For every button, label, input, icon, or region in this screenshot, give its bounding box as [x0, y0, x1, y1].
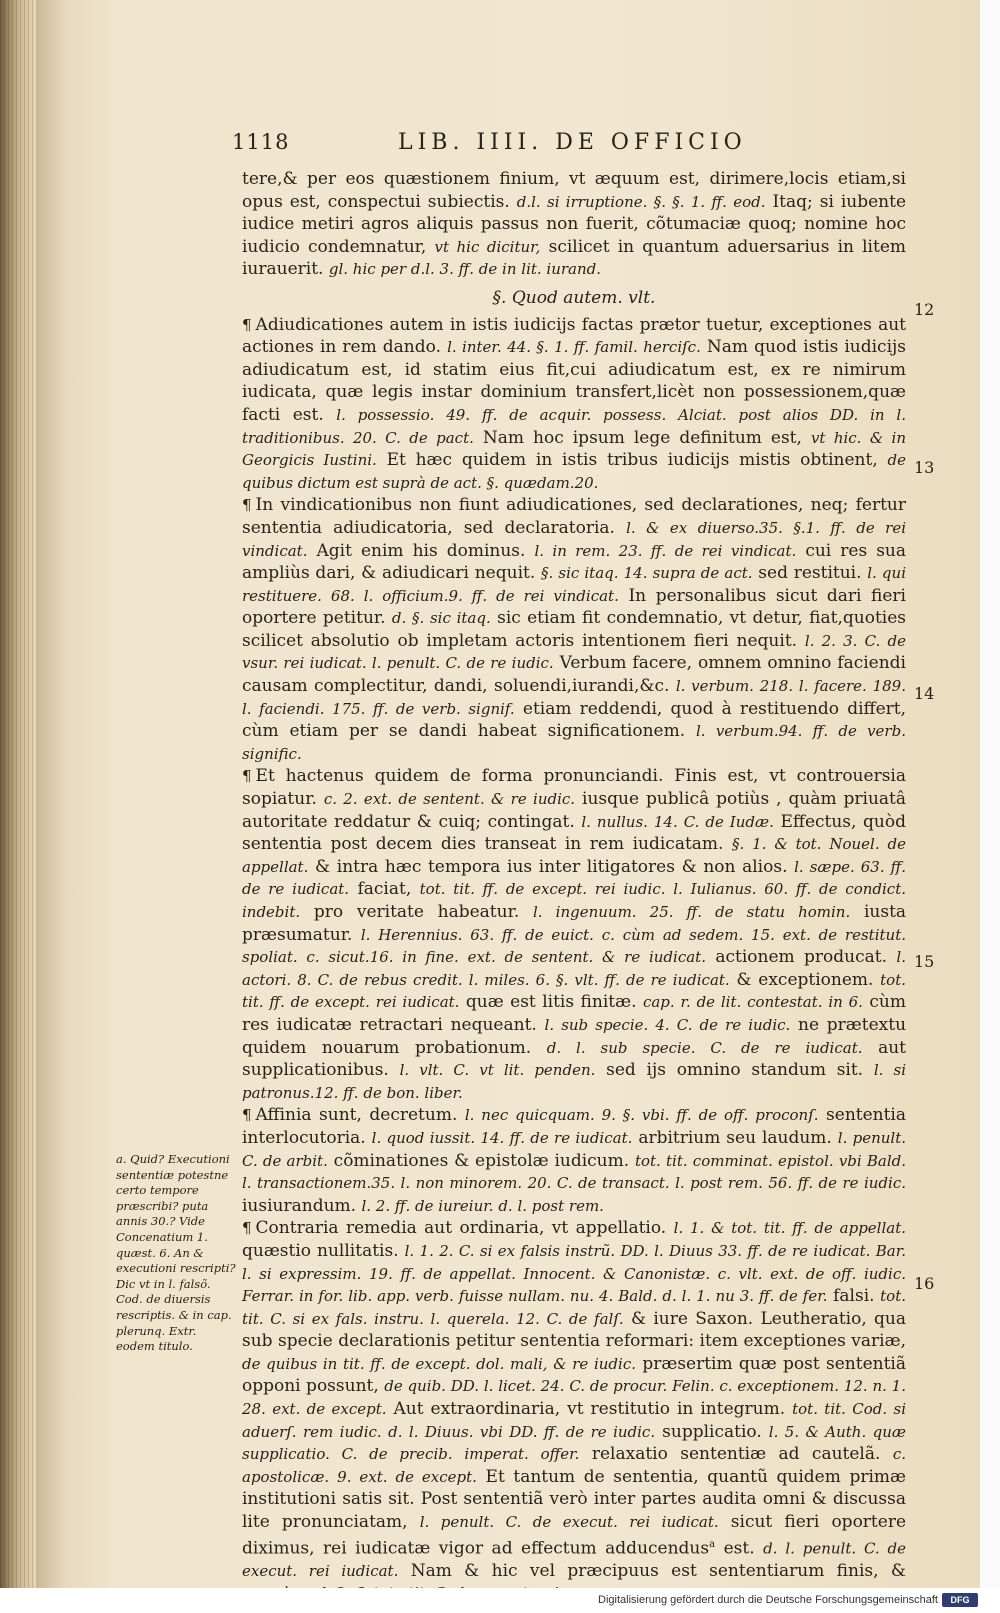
margin-number: 16 — [914, 1274, 935, 1293]
page-number: 1118 — [232, 130, 290, 154]
paragraph: ¶ Adiudicationes autem in istis iudicijs factas prætor tuetur, exceptiones aut actiones in rem dando. l. inter. 44. §. 1. ff. famil. herciſc. Nam quod istis iudicijs adiudicatum est, id statim eius fit,cui adiudicatum est, ex re nimirum iudicata, quæ legis instar dominium transfert,licèt non possessionem,quæ facti est. l. possessio. 49. ff. de acquir. possess. Alciat. post alios DD. in l. traditionibus. 20. C. de pact. Nam hoc ipsum lege definitum est, vt hic. & in Georgicis Iustini. Et hæc quidem in istis tribus iudicijs mistis obtinent, de quibus dictum est suprà de act. §. quædam.20. — [242, 314, 907, 492]
pilcrow-icon: ¶ — [242, 1106, 252, 1125]
pilcrow-icon: ¶ — [242, 767, 252, 786]
page-right-margin — [980, 0, 1000, 1588]
paragraph: ¶ In vindicationibus non fiunt adiudicationes, sed declarationes, neq; fertur sententia adiudicatoria, sed declaratoria. l. & ex diuerso.35. §.1. ff. de rei vindicat. Agit enim his dominus. l. in rem. 23. ff. de rei vindicat. cui res sua ampliùs dari, & adiudicari nequit. §. sic itaq. 14. supra de act. sed restitui. l. qui restituere. 68. l. officium.9. ff. de rei vindicat. In personalibus sicut dari fieri oportere petitur. d. §. sic itaq. sic etiam fit condemnatio, vt detur, fiat,quoties scilicet absolutio ob impletam actoris intentionem fieri nequit. l. 2. 3. C. de vsur. rei iudicat. l. penult. C. de re iudic. Verbum facere, omnem omnino faciendi causam complectitur, dandi, soluendi,iurandi,&c. l. verbum. 218. l. facere. 189. l. faciendi. 175. ff. de verb. signif. etiam reddendi, quod à restituendo differt, cùm etiam per se dandi habeat significationem. l. verbum.94. ff. de verb. signific. — [242, 495, 907, 763]
paragraph: ¶ Et hactenus quidem de forma pronunciandi. Finis est, vt controuersia sopiatur. c. 2. ext. de sentent. & re iudic. iusque publicâ potiùs , quàm priuatâ autoritate reddatur & cuiq; contingat. l. nullus. 14. C. de Iudæ. Effectus, quòd sententia post decem dies transeat in rem iudicatam. §. 1. & tot. Nouel. de appellat. & intra hæc tempora ius inter litigatores & non alios. l. sæpe. 63. ff. de re iudicat. faciat, tot. tit. ff. de except. rei iudic. l. Iulianus. 60. ff. de condict. indebit. pro veritate habeatur. l. ingenuum. 25. ff. de statu homin. iusta præsumatur. l. Herennius. 63. ff. de euict. c. cùm ad sedem. 15. ext. de restitut. spoliat. c. sicut.16. in fine. ext. de sentent. & re iudicat. actionem producat. l. actori. 8. C. de rebus credit. l. miles. 6. §. vlt. ff. de re iudicat. & exceptionem. tot. tit. ff. de except. rei iudicat. quæ est litis finitæ. cap. r. de lit. contestat. in 6. cùm res iudicatæ retractari nequeant. l. sub specie. 4. C. de re iudic. ne prætextu quidem nouarum probationum. d. l. sub specie. C. de re iudicat. aut supplicationibus. l. vlt. C. vt lit. penden. sed ijs omnino standum sit. l. si patronus.12. ff. de bon. liber. — [242, 766, 907, 1102]
pilcrow-icon: ¶ — [242, 315, 252, 334]
book-edge — [0, 0, 36, 1588]
running-head: LIB. IIII. DE OFFICIO — [398, 130, 747, 155]
margin-number: 12 — [914, 300, 935, 319]
paragraph: tere,& per eos quæstionem finium, vt æquum est, dirimere,locis etiam,si opus est, conspectui subiectis. d.l. si irruptione. §. §. 1. ff. eod. Itaq; si iubente iudice metiri agros aliquis passus non fuerit, cõtumaciæ quoq; nomine hoc iudicio condemnatur, vt hic dicitur, scilicet in quantum aduersarius in litem iurauerit. gl. hic per d.l. 3. ff. de in lit. iurand. — [242, 169, 907, 280]
main-text — [242, 168, 906, 1605]
margin-number: 13 — [914, 458, 935, 477]
paragraph: ¶ Contraria remedia aut ordinaria, vt appellatio. l. 1. & tot. tit. ff. de appellat. quæstio nullitatis. l. 1. 2. C. si ex falsis instrũ. DD. l. Diuus 33. ff. de re iudicat. Bar. l. si expressim. 19. ff. de appellat. Innocent. & Canonistæ. c. vlt. ext. de off. iudic. Ferrar. in for. lib. app. verb. fuisse nullam. nu. 4. Bald. d. l. 1. nu 3. ff. de fer. falsi. tot. tit. C. si ex fals. instru. l. querela. 12. C. de falſ. & iure Saxon. Leutheratio, qua sub specie declarationis petitur sententia reformari: item exceptiones variæ, de quibus in tit. ff. de except. dol. mali, & re iudic. præsertim quæ post sententiã opponi possunt, de quib. DD. l. licet. 24. C. de procur. Felin. c. exceptionem. 12. n. 1. 28. ext. de except. Aut extraordinaria, vt restitutio in integrum. tot. tit. Cod. si aduerſ. rem iudic. d. l. Diuus. vbi DD. ff. de re iudic. supplicatio. l. 5. & Auth. quæ supplicatio. C. de precib. imperat. offer. relaxatio sententiæ ad cautelã. c. apostolicæ. 9. ext. de except. Et tantum de sententia, quantũ quidem primæ institutioni satis sit. Post sententiã verò inter partes audita omni & discussa lite pronunciatam, l. penult. C. de execut. rei iudicat. sicut fieri oportere diximus, rei iudicatæ vigor ad effectum adducendus$^a$ est. d. l. penult. C. de execut. rei iudicat. Nam & hic vel præcipuus est sententiarum finis, & — [242, 1218, 907, 1581]
marginal-note: a. Quid? Executioni sententiæ potestne certo tempore præscribi? puta annis 30.? Vide Concenatium 1. quæst. 6. An & executioni rescripti? Dic vt in l. falsõ. Cod. de diuersis rescriptis. & in cap. plerunq. Extr. eodem titulo. — [116, 1152, 236, 1354]
dfg-logo: DFG — [942, 1593, 978, 1607]
margin-number: 15 — [914, 952, 935, 971]
credit-text: Digitalisierung gefördert durch die Deutsche Forschungsgemeinschaft — [598, 1594, 938, 1606]
pilcrow-icon: ¶ — [242, 496, 252, 515]
margin-number: 14 — [914, 684, 935, 703]
pilcrow-icon: ¶ — [242, 1219, 252, 1238]
footer — [0, 1588, 1000, 1613]
section-heading: §. Quod autem. vlt. — [492, 287, 656, 308]
paragraph: ¶ Affinia sunt, decretum. l. nec quicquam. 9. §. vbi. ff. de off. proconſ. sententia interlocutoria. l. quod iussit. 14. ff. de re iudicat. arbitrium seu laudum. l. penult. C. de arbit. cõminationes & epistolæ iudicum. tot. tit. comminat. epistol. vbi Bald. l. transactionem.35. l. non minorem. 20. C. de transact. l. post rem. 56. ff. de re iudic. iusiurandum. l. 2. ff. de iureiur. d. l. post rem. — [242, 1105, 907, 1216]
